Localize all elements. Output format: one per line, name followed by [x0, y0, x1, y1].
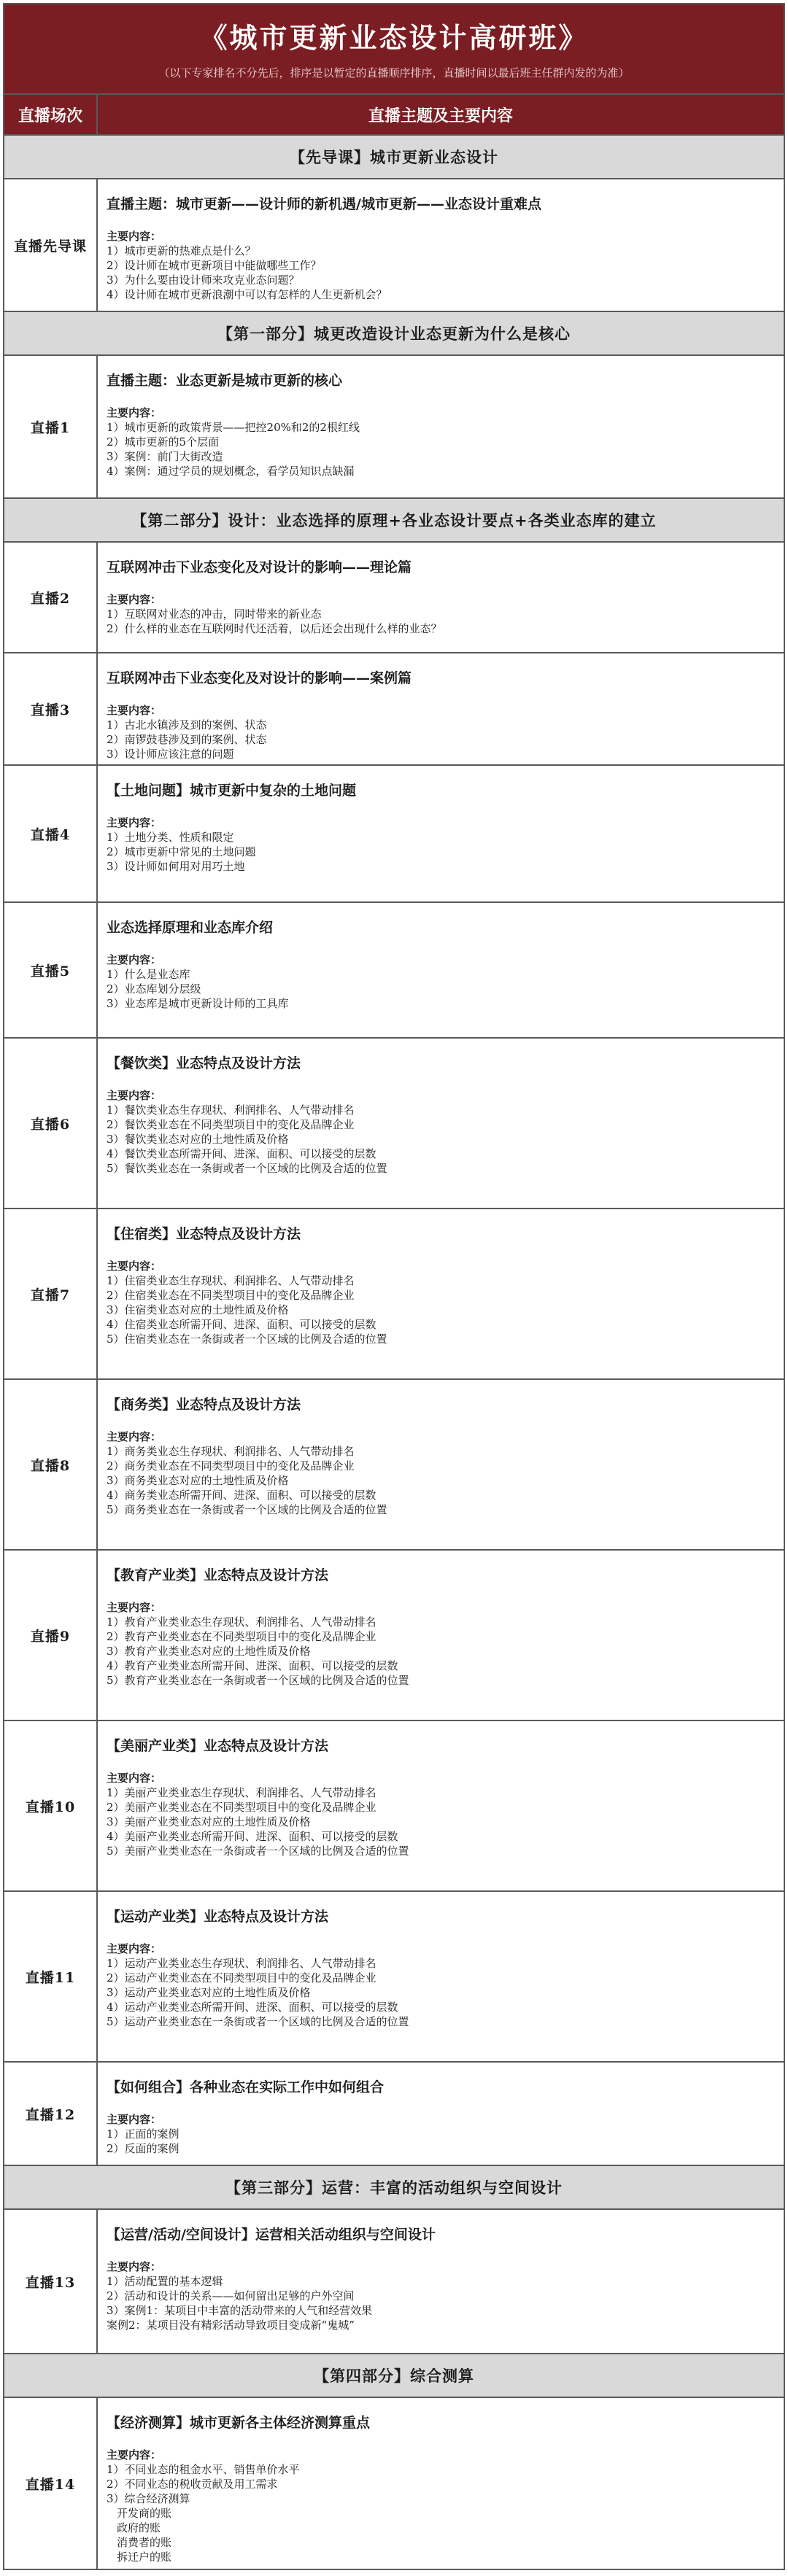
session-label: 直播4 — [4, 766, 98, 901]
session-topic: 【教育产业类】业态特点及设计方法 — [107, 1567, 329, 1583]
content-item: 1）不同业态的租金水平、销售单价水平 — [107, 2463, 300, 2476]
content-item: 2）什么样的业态在互联网时代还活着，以后还会出现什么样的业态？ — [107, 622, 442, 635]
content-item: 2）商务类业态在不同类型项目中的变化及品牌企业 — [107, 1459, 355, 1473]
content-item: 1）教育产业类业态生存现状、利润排名、人气带动排名 — [107, 1615, 376, 1629]
session-label: 直播10 — [4, 1721, 98, 1890]
content-heading: 主要内容： — [107, 1430, 162, 1443]
content-item: 5）商务类业态在一条街或者一个区域的比例及合适的位置 — [107, 1503, 387, 1516]
content-item: 2）餐饮类业态在不同类型项目中的变化及品牌企业 — [107, 1118, 355, 1131]
content-item: 3）案例：前门大街改造 — [107, 450, 223, 463]
content-item: 2）设计师在城市更新项目中能做哪些工作？ — [107, 259, 322, 272]
content-item: 5）住宿类业态在一条街或者一个区域的比例及合适的位置 — [107, 1332, 387, 1346]
content-item: 5）餐饮类业态在一条街或者一个区域的比例及合适的位置 — [107, 1162, 387, 1175]
session-content — [98, 179, 784, 311]
content-item: 1）什么是业态库 — [107, 968, 190, 981]
table-row — [4, 1551, 784, 1721]
table-row — [4, 2063, 784, 2166]
session-content — [98, 903, 784, 1037]
section-title: 【第二部分】设计：业态选择的原理+各业态设计要点+各类业态库的建立 — [4, 499, 784, 543]
session-label: 直播8 — [4, 1380, 98, 1549]
table-row — [4, 1380, 784, 1551]
content-item: 开发商的账 — [117, 2507, 172, 2520]
session-content — [98, 2210, 784, 2353]
content-item: 1）商务类业态生存现状、利润排名、人气带动排名 — [107, 1445, 355, 1458]
session-label: 直播11 — [4, 1892, 98, 2061]
content-item: 2）活动和设计的关系——如何留出足够的户外空间 — [107, 2289, 355, 2303]
session-topic: 直播主题：业态更新是城市更新的核心 — [107, 373, 343, 389]
session-content — [98, 1551, 784, 1720]
header-topic: 直播主题及主要内容 — [368, 106, 513, 125]
content-heading: 主要内容： — [107, 1942, 162, 1955]
content-item: 4）运动产业类业态所需开间、进深、面积、可以接受的层数 — [107, 2001, 398, 2014]
content-item: 3）运动产业类业态对应的土地性质及价格 — [107, 1986, 311, 1999]
content-heading: 主要内容： — [107, 704, 162, 717]
content-item: 3）案例1：某项目中丰富的活动带来的人气和经营效果 — [107, 2304, 373, 2317]
content-item: 2）不同业态的税收贡献及用工需求 — [107, 2478, 278, 2491]
header-session: 直播场次 — [4, 95, 98, 134]
content-item: 1）住宿类业态生存现状、利润排名、人气带动排名 — [107, 1274, 355, 1287]
table-row — [4, 1892, 784, 2063]
content-item: 1）土地分类、性质和限定 — [107, 831, 234, 844]
session-topic: 【商务类】业态特点及设计方法 — [107, 1397, 301, 1413]
content-item: 1）互联网对业态的冲击，同时带来的新业态 — [107, 608, 322, 621]
session-content — [98, 1892, 784, 2061]
content-item: 4）设计师在城市更新浪潮中可以有怎样的人生更新机会？ — [107, 288, 387, 301]
content-item: 4）案例：通过学员的规划概念，看学员知识点缺漏 — [107, 465, 355, 478]
session-label: 直播9 — [4, 1551, 98, 1720]
course-schedule-table — [3, 3, 785, 2570]
session-topic: 【住宿类】业态特点及设计方法 — [107, 1226, 301, 1242]
content-item: 消费者的账 — [117, 2536, 172, 2549]
content-heading: 主要内容： — [107, 593, 162, 606]
session-content — [98, 766, 784, 901]
content-item: 1）活动配置的基本逻辑 — [107, 2275, 223, 2288]
content-item: 4）餐饮类业态所需开间、进深、面积、可以接受的层数 — [107, 1147, 376, 1160]
session-label: 直播2 — [4, 543, 98, 652]
table-row — [4, 543, 784, 653]
content-item: 2）反面的案例 — [107, 2142, 179, 2155]
content-heading: 主要内容： — [107, 816, 162, 829]
session-label: 直播14 — [4, 2398, 98, 2569]
session-topic: 互联网冲击下业态变化及对设计的影响——理论篇 — [107, 559, 412, 575]
table-row — [4, 356, 784, 499]
session-topic: 【运动产业类】业态特点及设计方法 — [107, 1909, 329, 1925]
content-item: 3）美丽产业类业态对应的土地性质及价格 — [107, 1815, 311, 1828]
session-topic: 【美丽产业类】业态特点及设计方法 — [107, 1738, 329, 1754]
content-item: 4）住宿类业态所需开间、进深、面积、可以接受的层数 — [107, 1318, 376, 1331]
table-row — [4, 1721, 784, 1892]
session-label: 直播6 — [4, 1039, 98, 1208]
content-heading: 主要内容： — [107, 2260, 162, 2273]
session-content — [98, 653, 784, 764]
content-heading: 主要内容： — [107, 1260, 162, 1273]
session-topic: 业态选择原理和业态库介绍 — [107, 920, 274, 936]
content-item: 1）餐饮类业态生存现状、利润排名、人气带动排名 — [107, 1103, 355, 1117]
table-row — [4, 1039, 784, 1209]
content-item: 1）运动产业类业态生存现状、利润排名、人气带动排名 — [107, 1957, 376, 1970]
table-row — [4, 2210, 784, 2354]
content-item: 3）业态库是城市更新设计师的工具库 — [107, 997, 289, 1010]
content-item: 2）美丽产业类业态在不同类型项目中的变化及品牌企业 — [107, 1801, 376, 1814]
session-content — [98, 1039, 784, 1208]
content-item: 2）城市更新的5个层面 — [107, 435, 220, 449]
content-item: 3）为什么要由设计师来攻克业态问题？ — [107, 273, 300, 287]
content-item: 2）教育产业类业态在不同类型项目中的变化及品牌企业 — [107, 1630, 376, 1643]
content-item: 1）美丽产业类业态生存现状、利润排名、人气带动排名 — [107, 1786, 376, 1799]
session-topic: 互联网冲击下业态变化及对设计的影响——案例篇 — [107, 670, 412, 686]
section-title: 【第一部分】城更改造设计业态更新为什么是核心 — [4, 312, 784, 356]
section-title: 【第三部分】运营：丰富的活动组织与空间设计 — [4, 2166, 784, 2210]
table-row — [4, 1209, 784, 1380]
session-content — [98, 1380, 784, 1549]
content-heading: 主要内容： — [107, 953, 162, 966]
session-label: 直播7 — [4, 1209, 98, 1378]
content-item: 4）商务类业态所需开间、进深、面积、可以接受的层数 — [107, 1489, 376, 1502]
schedule-note: （以下专家排名不分先后，排序是以暂定的直播顺序排序，直播时间以最后班主任群内发的为准） — [158, 66, 630, 79]
session-label: 直播1 — [4, 356, 98, 497]
session-topic: 直播主题：城市更新——设计师的新机遇/城市更新——业态设计重难点 — [107, 196, 541, 212]
content-item: 3）设计师如何用对用巧土地 — [107, 860, 245, 873]
content-item: 5）运动产业类业态在一条街或者一个区域的比例及合适的位置 — [107, 2015, 409, 2028]
content-item: 2）运动产业类业态在不同类型项目中的变化及品牌企业 — [107, 1971, 376, 1985]
session-label: 直播先导课 — [4, 179, 98, 311]
table-row — [4, 653, 784, 766]
session-label: 直播3 — [4, 653, 98, 764]
content-item: 3）综合经济测算 — [107, 2492, 190, 2505]
session-label: 直播5 — [4, 903, 98, 1037]
content-item: 4）美丽产业类业态所需开间、进深、面积、可以接受的层数 — [107, 1830, 398, 1843]
content-item: 3）餐饮类业态对应的土地性质及价格 — [107, 1133, 289, 1146]
session-content — [98, 1209, 784, 1378]
content-item: 5）教育产业类业态在一条街或者一个区域的比例及合适的位置 — [107, 1674, 409, 1687]
content-item: 3）教育产业类业态对应的土地性质及价格 — [107, 1645, 311, 1658]
session-content — [98, 1721, 784, 1890]
session-topic: 【土地问题】城市更新中复杂的土地问题 — [107, 783, 357, 799]
table-row — [4, 903, 784, 1039]
session-content — [98, 356, 784, 497]
content-item: 政府的账 — [117, 2521, 161, 2534]
session-content — [98, 2063, 784, 2165]
content-item: 1）城市更新的热难点是什么？ — [107, 244, 256, 257]
content-item: 1）城市更新的政策背景——把控20%和2的2根红线 — [107, 421, 360, 434]
content-item: 3）设计师应该注意的问题 — [107, 748, 234, 761]
page-title: 《城市更新业态设计高研班》 — [199, 21, 589, 54]
content-heading: 主要内容： — [107, 2113, 162, 2126]
table-row — [4, 766, 784, 903]
session-topic: 【餐饮类】业态特点及设计方法 — [107, 1055, 301, 1071]
content-heading: 主要内容： — [107, 230, 162, 243]
content-item: 4）教育产业类业态所需开间、进深、面积、可以接受的层数 — [107, 1659, 398, 1672]
section-title: 【第四部分】综合测算 — [4, 2354, 784, 2398]
content-heading: 主要内容： — [107, 406, 162, 419]
table-row — [4, 179, 784, 312]
content-heading: 主要内容： — [107, 1089, 162, 1102]
session-topic: 【如何组合】各种业态在实际工作中如何组合 — [107, 2079, 385, 2095]
session-label: 直播12 — [4, 2063, 98, 2165]
content-item: 案例2：某项目没有精彩活动导致项目变成新“鬼城” — [107, 2319, 355, 2332]
content-heading: 主要内容： — [107, 2448, 162, 2461]
content-item: 3）住宿类业态对应的土地性质及价格 — [107, 1303, 289, 1316]
session-content — [98, 2398, 784, 2569]
content-heading: 主要内容： — [107, 1772, 162, 1785]
session-topic: 【运营/活动/空间设计】运营相关活动组织与空间设计 — [107, 2227, 436, 2243]
content-item: 3）商务类业态对应的土地性质及价格 — [107, 1474, 289, 1487]
content-item: 2）南锣鼓巷涉及到的案例、状态 — [107, 733, 267, 746]
title-banner — [4, 4, 784, 95]
content-item: 5）美丽产业类业态在一条街或者一个区域的比例及合适的位置 — [107, 1844, 409, 1858]
content-item: 1）古北水镇涉及到的案例、状态 — [107, 718, 267, 732]
content-heading: 主要内容： — [107, 1601, 162, 1614]
table-row — [4, 2398, 784, 2569]
session-label: 直播13 — [4, 2210, 98, 2353]
table-header — [4, 95, 784, 136]
table-body — [4, 136, 784, 2569]
content-item: 2）城市更新中常见的土地问题 — [107, 845, 256, 858]
session-content — [98, 543, 784, 652]
content-item: 2）住宿类业态在不同类型项目中的变化及品牌企业 — [107, 1289, 355, 1302]
section-title: 【先导课】城市更新业态设计 — [4, 136, 784, 179]
content-item: 1）正面的案例 — [107, 2127, 179, 2141]
content-item: 2）业态库划分层级 — [107, 982, 201, 996]
content-item: 拆迁户的账 — [117, 2550, 172, 2564]
session-topic: 【经济测算】城市更新各主体经济测算重点 — [107, 2415, 371, 2431]
